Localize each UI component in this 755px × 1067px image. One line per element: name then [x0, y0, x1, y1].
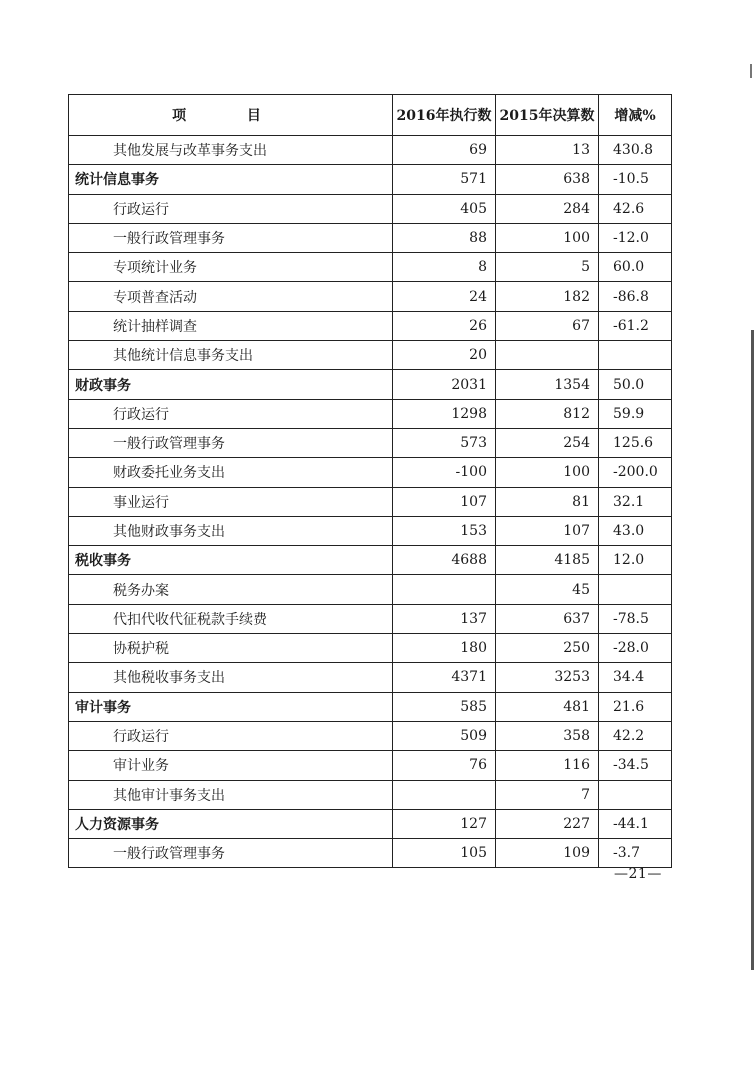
row-value-2016: 153	[393, 516, 496, 545]
header-row	[69, 95, 672, 136]
page-edge-shadow	[751, 330, 754, 970]
row-item-name: 税务办案	[69, 575, 393, 604]
row-value-2016: 4688	[393, 546, 496, 575]
header-change: 增减%	[599, 95, 672, 136]
row-change-percent: -200.0	[599, 458, 672, 487]
row-value-2015: 481	[496, 692, 599, 721]
header-2016: 2016年执行数	[393, 95, 496, 136]
row-value-2016: 8	[393, 253, 496, 282]
row-value-2016	[393, 780, 496, 809]
row-value-2015: 250	[496, 634, 599, 663]
row-item-name: 人力资源事务	[69, 809, 393, 838]
table-row	[69, 721, 672, 750]
row-value-2016: 509	[393, 721, 496, 750]
table-row	[69, 311, 672, 340]
row-value-2015: 284	[496, 194, 599, 223]
row-value-2016: 180	[393, 634, 496, 663]
row-value-2015: 637	[496, 604, 599, 633]
row-item-name: 其他税收事务支出	[69, 663, 393, 692]
row-value-2015: 100	[496, 458, 599, 487]
row-item-name: 统计抽样调查	[69, 311, 393, 340]
row-value-2015: 100	[496, 223, 599, 252]
row-value-2016: 76	[393, 751, 496, 780]
row-item-name: 协税护税	[69, 634, 393, 663]
row-value-2015: 13	[496, 136, 599, 165]
row-value-2015: 182	[496, 282, 599, 311]
row-item-name: 专项统计业务	[69, 253, 393, 282]
table-header	[69, 95, 672, 136]
row-change-percent: 42.2	[599, 721, 672, 750]
row-item-name: 一般行政管理事务	[69, 428, 393, 457]
row-value-2016: 20	[393, 341, 496, 370]
row-change-percent: 21.6	[599, 692, 672, 721]
row-item-name: 其他统计信息事务支出	[69, 341, 393, 370]
row-change-percent: 42.6	[599, 194, 672, 223]
table-row	[69, 780, 672, 809]
row-value-2016: 571	[393, 165, 496, 194]
table-row	[69, 253, 672, 282]
row-value-2015: 7	[496, 780, 599, 809]
row-value-2016: -100	[393, 458, 496, 487]
row-value-2015: 4185	[496, 546, 599, 575]
row-value-2015: 67	[496, 311, 599, 340]
row-value-2016: 88	[393, 223, 496, 252]
table-row	[69, 634, 672, 663]
row-change-percent: 59.9	[599, 399, 672, 428]
table-row	[69, 575, 672, 604]
row-item-name: 专项普查活动	[69, 282, 393, 311]
row-value-2015: 109	[496, 839, 599, 868]
row-item-name: 一般行政管理事务	[69, 223, 393, 252]
row-change-percent: 50.0	[599, 370, 672, 399]
row-value-2016: 1298	[393, 399, 496, 428]
row-item-name: 其他财政事务支出	[69, 516, 393, 545]
table-row	[69, 399, 672, 428]
table-row	[69, 809, 672, 838]
row-change-percent: -86.8	[599, 282, 672, 311]
row-item-name: 其他发展与改革事务支出	[69, 136, 393, 165]
table-row	[69, 282, 672, 311]
row-item-name: 审计事务	[69, 692, 393, 721]
row-value-2016: 127	[393, 809, 496, 838]
row-value-2015: 358	[496, 721, 599, 750]
row-value-2016: 24	[393, 282, 496, 311]
row-item-name: 其他审计事务支出	[69, 780, 393, 809]
row-item-name: 代扣代收代征税款手续费	[69, 604, 393, 633]
table-row	[69, 165, 672, 194]
row-value-2015: 45	[496, 575, 599, 604]
row-value-2016: 2031	[393, 370, 496, 399]
row-change-percent: 60.0	[599, 253, 672, 282]
page-number: —21—	[614, 866, 662, 882]
row-change-percent: 34.4	[599, 663, 672, 692]
row-change-percent: -44.1	[599, 809, 672, 838]
row-item-name: 行政运行	[69, 399, 393, 428]
budget-table	[68, 94, 672, 868]
row-item-name: 税收事务	[69, 546, 393, 575]
page-edge-mark	[750, 64, 752, 78]
row-value-2016: 405	[393, 194, 496, 223]
row-value-2016: 585	[393, 692, 496, 721]
header-2015: 2015年决算数	[496, 95, 599, 136]
table-row	[69, 839, 672, 868]
table-row	[69, 194, 672, 223]
table-row	[69, 604, 672, 633]
row-change-percent: -10.5	[599, 165, 672, 194]
row-value-2016: 69	[393, 136, 496, 165]
header-item: 项 目	[69, 95, 393, 136]
row-item-name: 审计业务	[69, 751, 393, 780]
row-change-percent: 43.0	[599, 516, 672, 545]
row-item-name: 统计信息事务	[69, 165, 393, 194]
row-value-2016: 137	[393, 604, 496, 633]
row-value-2015: 227	[496, 809, 599, 838]
row-value-2015: 638	[496, 165, 599, 194]
row-value-2016: 105	[393, 839, 496, 868]
row-item-name: 行政运行	[69, 721, 393, 750]
row-value-2015: 81	[496, 487, 599, 516]
table-row	[69, 692, 672, 721]
row-value-2015: 254	[496, 428, 599, 457]
table-row	[69, 341, 672, 370]
table-row	[69, 428, 672, 457]
row-change-percent	[599, 575, 672, 604]
table-row	[69, 370, 672, 399]
row-change-percent: -61.2	[599, 311, 672, 340]
row-value-2015: 107	[496, 516, 599, 545]
table-row	[69, 663, 672, 692]
row-value-2015: 5	[496, 253, 599, 282]
row-value-2015: 3253	[496, 663, 599, 692]
table-body	[69, 136, 672, 868]
table-row	[69, 136, 672, 165]
row-change-percent	[599, 780, 672, 809]
row-item-name: 财政委托业务支出	[69, 458, 393, 487]
table-row	[69, 516, 672, 545]
row-value-2015: 812	[496, 399, 599, 428]
row-value-2016: 107	[393, 487, 496, 516]
row-item-name: 一般行政管理事务	[69, 839, 393, 868]
row-value-2015: 116	[496, 751, 599, 780]
row-item-name: 财政事务	[69, 370, 393, 399]
row-change-percent: 125.6	[599, 428, 672, 457]
row-value-2015: 1354	[496, 370, 599, 399]
row-value-2016: 573	[393, 428, 496, 457]
table-row	[69, 458, 672, 487]
table-row	[69, 223, 672, 252]
table-row	[69, 751, 672, 780]
row-item-name: 行政运行	[69, 194, 393, 223]
row-value-2016: 4371	[393, 663, 496, 692]
row-value-2016	[393, 575, 496, 604]
row-change-percent: -78.5	[599, 604, 672, 633]
row-change-percent: -3.7	[599, 839, 672, 868]
row-change-percent: 430.8	[599, 136, 672, 165]
row-item-name: 事业运行	[69, 487, 393, 516]
row-value-2016: 26	[393, 311, 496, 340]
row-change-percent: -28.0	[599, 634, 672, 663]
row-value-2015	[496, 341, 599, 370]
row-change-percent	[599, 341, 672, 370]
row-change-percent: 32.1	[599, 487, 672, 516]
row-change-percent: -12.0	[599, 223, 672, 252]
row-change-percent: 12.0	[599, 546, 672, 575]
table-row	[69, 546, 672, 575]
row-change-percent: -34.5	[599, 751, 672, 780]
table-row	[69, 487, 672, 516]
